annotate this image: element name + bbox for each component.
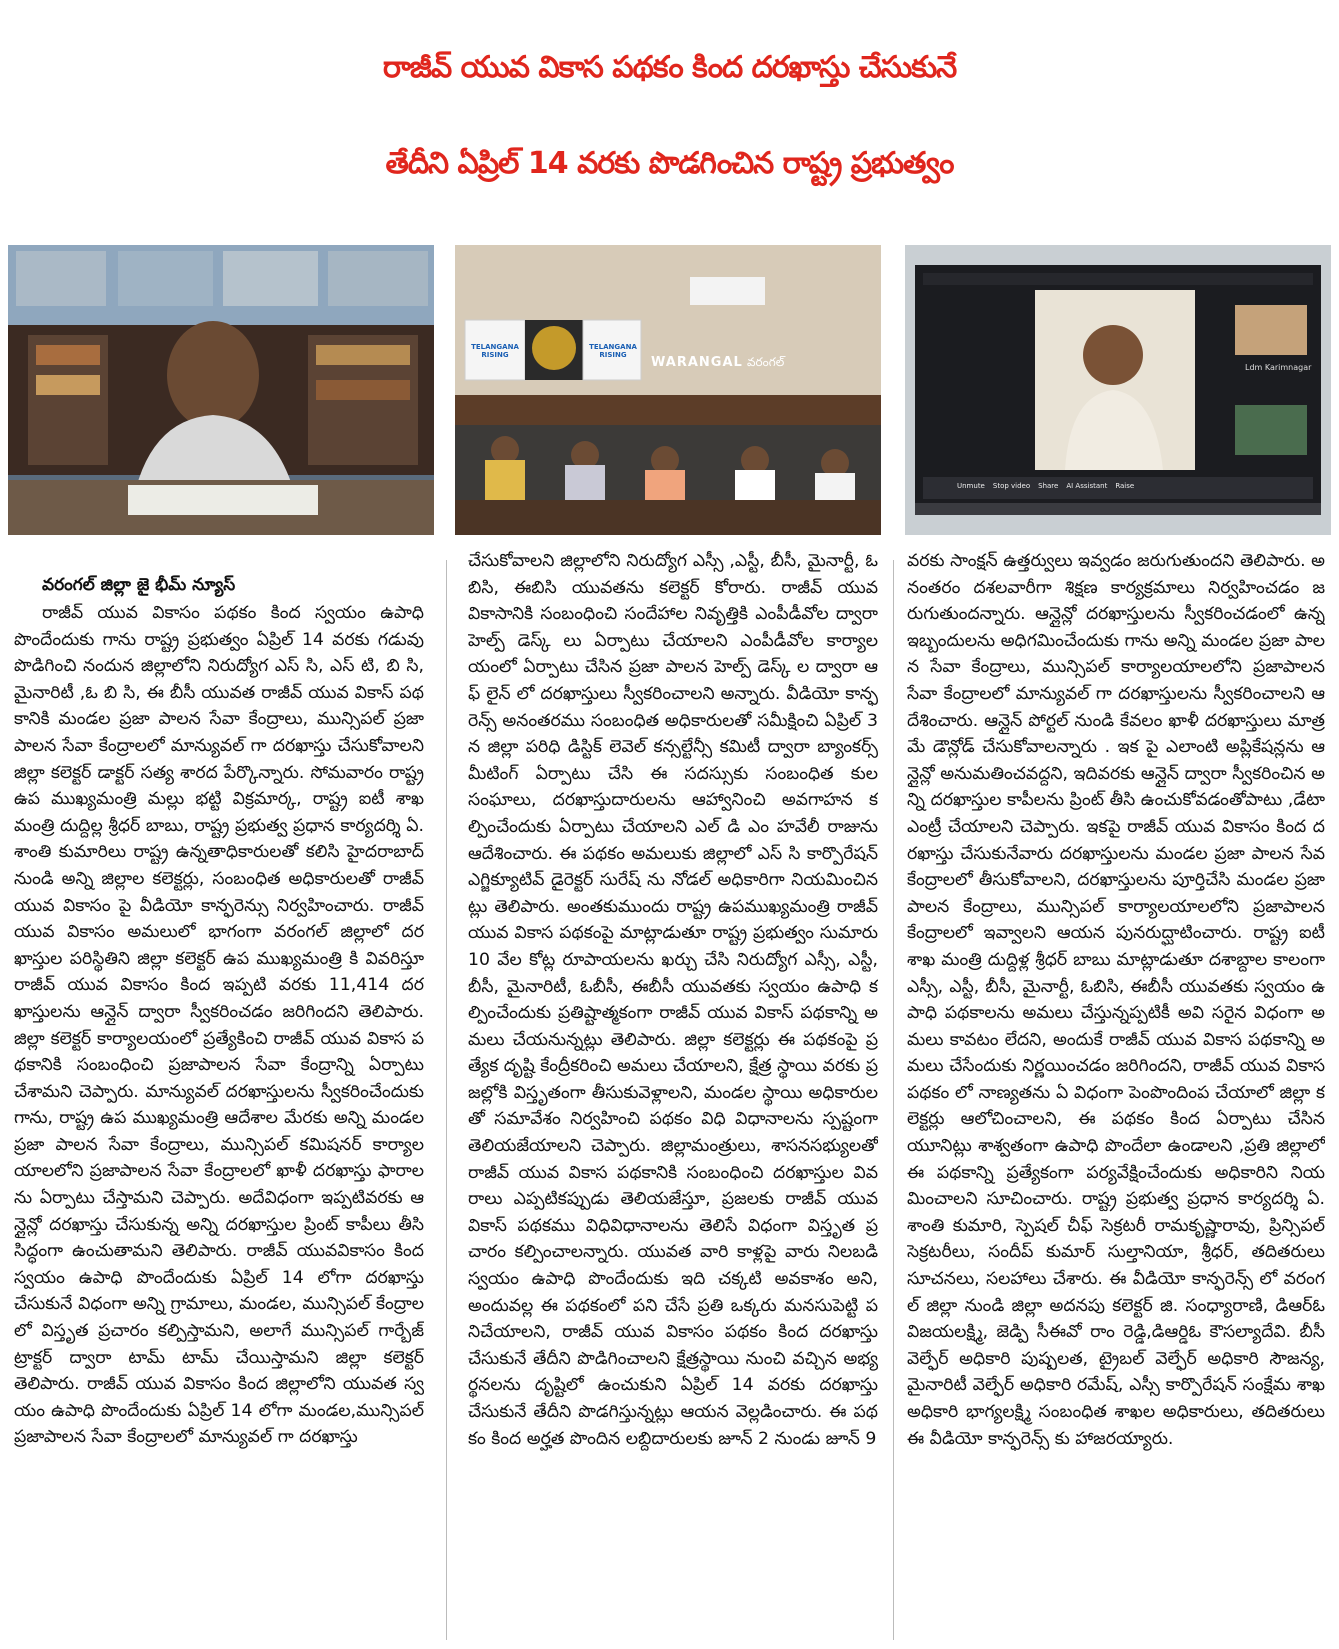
column-divider-1 [446, 560, 447, 1640]
share-button[interactable]: Share [1038, 482, 1059, 490]
article-column-1 [14, 572, 424, 1644]
telangana-rising-sign-right: TELANGANA RISING [589, 343, 637, 359]
warangal-banner-telugu: వరంగల్ [747, 355, 785, 369]
unmute-button[interactable]: Unmute [957, 482, 985, 490]
article-text-col2: చేసుకోవాలని జిల్లాలోని నిరుద్యోగ ఎస్సీ ,ఎస్టీ, బీసీ, మైనార్టీ, ఓబిసి, ఈబిసి యువతను కలెక్టర్ కోరారు. రాజీవ్ యువ వికాసానికి సంబంధించి సందేహాల నివృత్తికి ఎంపీడీవోల ద్వారా హెల్ప్ డెస్క్ లు ఏర్పాటు చేయాలని ఎంపీడీవోల కార్యాలయంలో ఏర్పాటు చేసిన ప్రజా పాలన హెల్ప్ డెస్క్ ల ద్వారా ఆఫ్ లైన్ లో దరఖాస్తులు స్వీకరించాలని అన్నారు. వీడియో కాన్ఫరెన్స్ అనంతరము సంబంధిత అధికారులతో సమీక్షించి ఏప్రిల్ 3న జిల్లా పరిధి డిస్టిక్ లెవెల్ కన్సల్టేన్సీ కమిటీ ద్వారా బ్యాంకర్స్ మీటింగ్ ఏర్పాటు చేసి ఈ సదస్సుకు సంబంధిత కుల సంఘాలు, దరఖాస్తుదారులను ఆహ్వానించి అవగాహన కల్పించేందుకు ఏర్పాటు చేయాలని ఎల్ డి ఎం హవేలీ రాజును ఆదేశించారు. ఈ పథకం అమలుకు జిల్లాలో ఎస్ సి కార్పొరేషన్ ఎగ్జిక్యూటివ్ డైరెక్టర్ సురేష్ ను నోడల్ అధికారిగా నియమించినట్లు తెలిపారు. అంతకుముందు రాష్ట్ర ఉపముఖ్యమంత్రి రాజీవ్ యువ వికాస పథకంపై మాట్లాడుతూ రాష్ట్ర ప్రభుత్వం సుమారు 10 వేల కోట్ల రూపాయలను ఖర్చు చేసి నిరుద్యోగ ఎస్సీ, ఎస్టీ, బీసీ, మైనారిటీ, ఓబీసీ, ఈబీసీ యువతకు స్వయం ఉపాధి కల్పించేందుకు ప్రతిష్టాత్మకంగా రాజీవ్ యువ వికాస్ పథకాన్ని అమలు చేయనున్నట్లు తెలిపారు. జిల్లా కలెక్టర్లు ఈ పథకంపై ప్రత్యేక దృష్టి కేంద్రీకరించి అమలు చేయాలని, క్షేత్ర స్థాయి వరకు ప్రజల్లోకి విస్తృతంగా తీసుకువెళ్లాలని, మండల స్థాయి అధికారులతో సమావేశం నిర్వహించి పథకం విధి విధానాలను స్పష్టంగా తెలియజేయాలని చెప్పారు. జిల్లామంత్రులు, శాసనసభ్యులతో రాజీవ్ యువ వికాస పథకానికి సంబంధించి దరఖాస్తుల వివరాలు ఎప్పటికప్పుడు తెలియజేస్తూ, ప్రజలకు రాజీవ్ యువ వికాస్ పథకము విధివిధానాలను తెలిసే విధంగా విస్తృత ప్రచారం కల్పించాలన్నారు. యువత వారి కాళ్లపై వారు నిలబడి స్వయం ఉపాధి పొందేందుకు ఇది చక్కటి అవకాశం అని, అందువల్ల ఈ పథకంలో పని చేసే ప్రతి ఒక్కరు మనసుపెట్టి పనిచేయాలని, రాజీవ్ యువ వికాసం పథకం కింద దరఖాస్తు చేసుకునే తేదీని పొడిగించాలని క్షేత్రస్థాయి నుంచి వచ్చిన అభ్యర్థనలను దృష్టిలో ఉంచుకుని ఏప్రిల్ 14 వరకు దరఖాస్తు చేసుకునే తేదీని పొడగిస్తున్నట్లు ఆయన వెల్లడించారు. ఈ పథకం కింద అర్హత పొందిన లబ్దిదారులకు జూన్ 2 నుండు జూన్ 9 [468, 551, 878, 1449]
photo-video-conference-desk [8, 245, 434, 535]
photo-conference-room [455, 245, 881, 535]
stop-video-button[interactable]: Stop video [992, 482, 1031, 490]
headline-line-2: తేదీని ఏప్రిల్ 14 వరకు పొడగించిన రాష్ట్ర ప్రభుత్వం [385, 146, 954, 181]
participant-tile-label: Ldm Karimnagar [1245, 363, 1312, 372]
ai-assistant-button[interactable]: AI Assistant [1066, 482, 1108, 490]
article-text-col1: రాజీవ్ యువ వికాసం పథకం కింద స్వయం ఉపాధి పొందేందుకు గాను రాష్ట్ర ప్రభుత్వం ఏప్రిల్ 14 వరకు గడువు పొడిగించి నందున జిల్లాలోని నిరుద్యోగ ఎస్ సి, ఎస్ టి, బి సి, మైనారిటీ ,ఓ బి సి, ఈ బీసీ యువత రాజీవ్ యువ వికాస్ పథకానికి మండల ప్రజా పాలన సేవా కేంద్రాలు, మున్సిపల్ ప్రజా పాలన సేవా కేంద్రాలలో మాన్యువల్ గా దరఖాస్తు చేసుకోవాలని జిల్లా కలెక్టర్ డాక్టర్ సత్య శారద పేర్కొన్నారు. సోమవారం రాష్ట్ర ఉప ముఖ్యమంత్రి మల్లు భట్టి విక్రమార్క, రాష్ట్ర ఐటీ శాఖ మంత్రి దుద్దిల్ల శ్రీధర్ బాబు, రాష్ట్ర ప్రభుత్వ ప్రధాన కార్యదర్శి ఏ. శాంతి కుమారిలు రాష్ట్ర ఉన్నతాధికారులతో కలిసి హైదరాబాద్ నుండి అన్ని జిల్లాల కలెక్టర్లు, సంబంధిత అధికారులతో రాజీవ్ యువ వికాసం పై వీడియో కాన్ఫరెన్సు నిర్వహించారు. రాజీవ్ యువ వికాసం అమలులో భాగంగా వరంగల్ జిల్లాలో దరఖాస్తుల పరిస్థితిని జిల్లా కలెక్టర్ ఉప ముఖ్యమంత్రి కి వివరిస్తూ రాజీవ్ యువ వికాసం కింద ఇప్పటి వరకు 11,414 దరఖాస్తులను ఆన్లైన్ ద్వారా స్వీకరించడం జరిగిందని తెలిపారు. జిల్లా కలెక్టర్ కార్యాలయంలో ప్రత్యేకించి రాజీవ్ యువ వికాస పథకానికి సంబంధించి ప్రజాపాలన సేవా కేంద్రాన్ని ఏర్పాటు చేశామని చెప్పారు. మాన్యువల్ దరఖాస్తులను స్వీకరించేందుకు గాను, రాష్ట్ర ఉప ముఖ్యమంత్రి ఆదేశాల మేరకు అన్ని మండల ప్రజా పాలన సేవా కేంద్రాలు, మున్సిపల్ కమిషనర్ కార్యాలయాలలోని ప్రజాపాలన సేవా కేంద్రాలలో ఖాళీ దరఖాస్తు ఫారాలను ఏర్పాటు చేస్తామని చెప్పారు. అదేవిధంగా ఇప్పటివరకు ఆన్లైన్లో దరఖాస్తు చేసుకున్న అన్ని దరఖాస్తుల ప్రింట్ కాపీలు తీసి సిద్ధంగా ఉంచుతామని తెలిపారు. రాజీవ్ యువవికాసం కింద స్వయం ఉపాధి పొందేందుకు ఏప్రిల్ 14 లోగా దరఖాస్తు చేసుకునే విధంగా అన్ని గ్రామాలు, మండల, మున్సిపల్ కేంద్రాలలో విస్తృత ప్రచారం కల్పిస్తామని, అలాగే మున్సిపల్ గార్బేజ్ ట్రాక్టర్ ద్వారా టామ్ టామ్ చేయిస్తామని జిల్లా కలెక్టర్ తెలిపారు. రాజీవ్ యువ వికాసం కింద జిల్లాలోని యువత స్వయం ఉపాధి పొందేందుకు ఏప్రిల్ 14 లోగా మండల,మున్సిపల్ ప్రజాపాలన సేవా కేంద్రాలలో మాన్యువల్ గా దరఖాస్తు [14, 603, 424, 1448]
article-column-2 [468, 548, 878, 1644]
warangal-banner-text: WARANGAL [651, 355, 743, 370]
byline: వరంగల్ జిల్లా జై భీమ్ న్యూస్ [42, 575, 236, 595]
call-toolbar [957, 482, 1134, 490]
article-text-col3: వరకు సాంక్షన్ ఉత్తర్వులు ఇవ్వడం జరుగుతుందని తెలిపారు. అనంతరం దశలవారీగా శిక్షణ కార్యక్రమాలు నిర్వహించడం జరుగుతుందన్నారు. ఆన్లైన్లో దరఖాస్తులను స్వీకరించడంలో ఉన్న ఇబ్బందులను అధిగమించేందుకు గాను అన్ని మండల ప్రజా పాలన సేవా కేంద్రాలు, మున్సిపల్ కార్యాలయాలలోని ప్రజాపాలన సేవా కేంద్రాలలో మాన్యువల్ గా దరఖాస్తులను స్వీకరించాలని ఆదేశించారు. ఆన్లైన్ పోర్టల్ నుండి కేవలం ఖాళీ దరఖాస్తులు మాత్రమే డౌన్లోడ్ చేసుకోవాలన్నారు . ఇక పై ఎలాంటి అప్లికేషన్లను ఆన్లైన్లో అనుమతించవద్దని, ఇదివరకు ఆన్లైన్ ద్వారా స్వీకరించిన అన్ని దరఖాస్తుల కాపీలను ప్రింట్ తీసి ఉంచుకోవడంతోపాటు ,డేటా ఎంట్రీ చేయాలని చెప్పారు. ఇకపై రాజీవ్ యువ వికాసం కింద దరఖాస్తు చేసుకునేవారు దరఖాస్తులను మండల ప్రజా పాలన సేవ కేంద్రాలలో తీసుకోవాలని, దరఖాస్తులను పూర్తిచేసి మండల ప్రజా పాలన కేంద్రాలు, మున్సిపల్ కార్యాలయాలలోని ప్రజాపాలన కేంద్రాలలో ఇవ్వాలని ఆయన పునరుద్ఘాటించారు. రాష్ట్ర ఐటీ శాఖ మంత్రి దుద్దిళ్ల శ్రీధర్ బాబు మాట్లాడుతూ దశాబ్దాల కాలంగా ఎస్సీ, ఎస్టీ, బీసీ, మైనార్టీ, ఓబిసి, ఈబీసీ యువతకు స్వయం ఉపాధి పథకాలను అమలు చేస్తున్నప్పటికీ అవి సరైన విధంగా అమలు కావటం లేదని, అందుకే రాజీవ్ యువ వికాస పథకాన్ని అమలు చేసేందుకు నిర్ణయించడం జరిగిందని, రాజీవ్ యువ వికాస పథకం లో నాణ్యతను ఏ విధంగా పెంపొందింప చేయాలో జిల్లా కలెక్టర్లు ఆలోచించాలని, ఈ పథకం కింద ఏర్పాటు చేసిన యూనిట్లు శాశ్వతంగా ఉపాధి పొందేలా ఉండాలని ,ప్రతి జిల్లాలో ఈ పథకాన్ని ప్రత్యేకంగా పర్యవేక్షించేందుకు అధికారిని నియమించాలని సూచించారు. రాష్ట్ర ప్రభుత్వ ప్రధాన కార్యదర్శి ఏ. శాంతి కుమారి, స్పెషల్ చీఫ్ సెక్రటరీ రామకృష్ణారావు, ప్రిన్సిపల్ సెక్రటరీలు, సందీప్ కుమార్ సుల్తానియా, శ్రీధర్, తదితరులు సూచనలు, సలహాలు చేశారు. ఈ వీడియో కాన్ఫరెన్స్ లో వరంగల్ జిల్లా నుండి జిల్లా అదనపు కలెక్టర్ జి. సంధ్యారాణి, డిఆర్ఓ విజయలక్ష్మి, జెడ్పి సీఈవో రాం రెడ్డి,డిఆర్డిఓ కౌసల్యాదేవి. బీసీ వెల్ఫేర్ అధికారి పుష్పలత, ట్రైబల్ వెల్ఫేర్ అధికారి సౌజన్య, మైనారిటీ వెల్ఫేర్ అధికారి రమేష్, ఎస్సీ కార్పొరేషన్ సంక్షేమ శాఖ అధికారి భాగ్యలక్ష్మి సంబంధిత శాఖల అధికారులు, తదితరులు ఈ వీడియో కాన్ఫరెన్స్ కు హాజరయ్యారు. [907, 551, 1325, 1449]
headline-line-1: రాజీవ్ యువ వికాస పథకం కింద దరఖాస్తు చేసుకునే [382, 50, 957, 85]
column-divider-2 [893, 560, 894, 1640]
photo-laptop-video-call [905, 245, 1331, 535]
raise-hand-button[interactable]: Raise [1115, 482, 1135, 490]
article-column-3 [907, 548, 1325, 1644]
telangana-rising-sign-left: TELANGANA RISING [471, 343, 519, 359]
